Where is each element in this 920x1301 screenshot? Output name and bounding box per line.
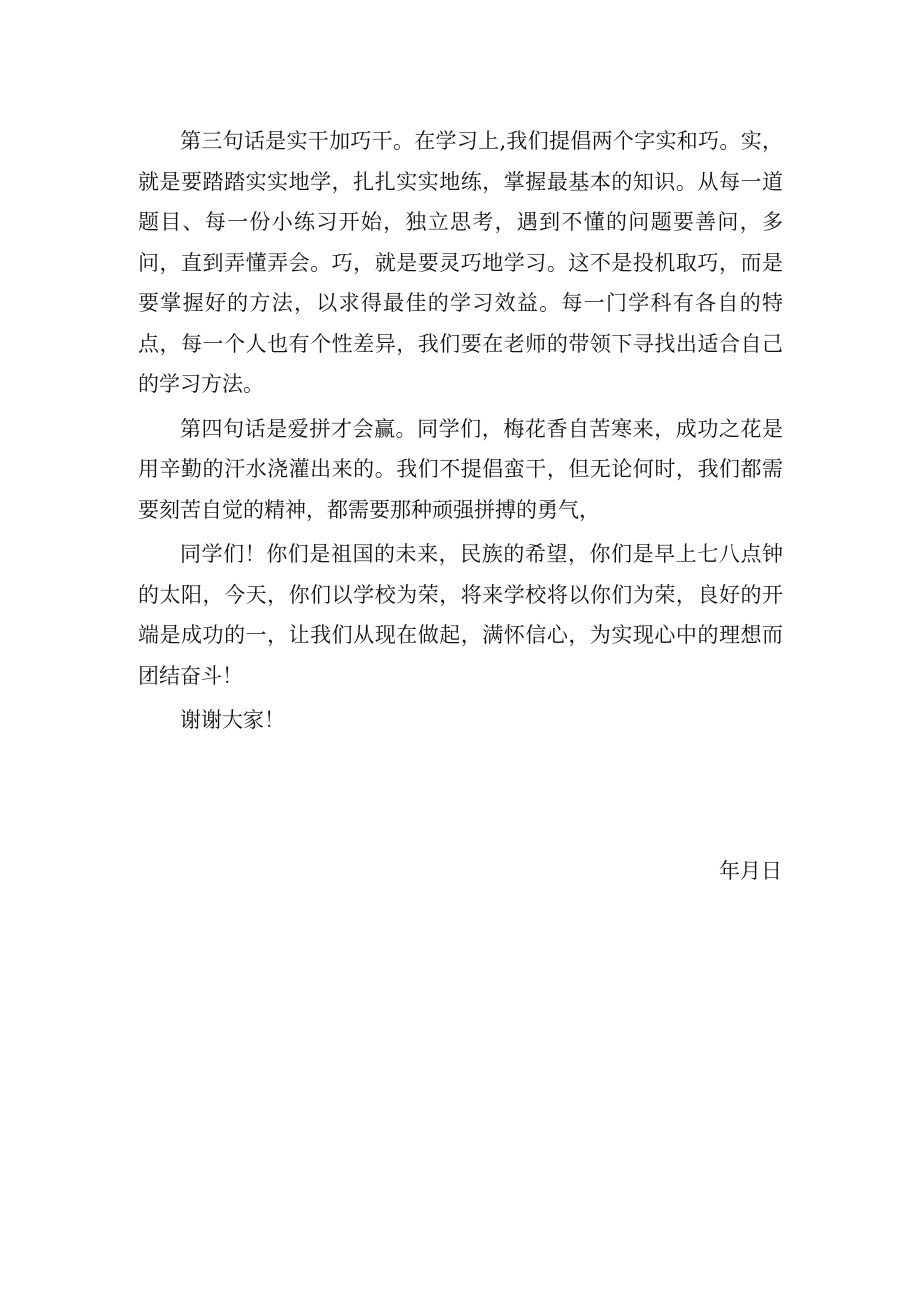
speech-body [138, 121, 783, 745]
date-line: 年月日 [719, 859, 782, 883]
paragraph-thanks: 谢谢大家！ [180, 708, 285, 732]
paragraph-practical-hard-work: 第三句话是实干加巧干。在学习上,我们提倡两个字实和巧。实，就是要踏踏实实地学，扎扎实实地练，掌握最基本的知识。从每一道题目、每一份小练习开始，独立思考，遇到不懂的问题要善问，多问，直到弄懂弄会。巧，就是要灵巧地学习。这不是投机取巧，而是要掌握好的方法，以求得最佳的学习效益。每一门学科有各自的特点，每一个人也有个性差异，我们要在老师的带领下寻找出适合自己的学习方法。 [138, 129, 783, 396]
paragraph-fight-to-win: 第四句话是爱拼才会赢。同学们，梅花香自苦寒来，成功之花是用辛勤的汗水浇灌出来的。我们不提倡蛮干，但无论何时，我们都需要刻苦自觉的精神，都需要那种顽强拼搏的勇气， [138, 416, 783, 522]
paragraph-students-future: 同学们！你们是祖国的未来，民族的希望，你们是早上七八点钟的太阳，今天，你们以学校为荣，将来学校将以你们为荣，良好的开端是成功的一，让我们从现在做起，满怀信心，为实现心中的理想而团结奋斗！ [138, 542, 783, 688]
